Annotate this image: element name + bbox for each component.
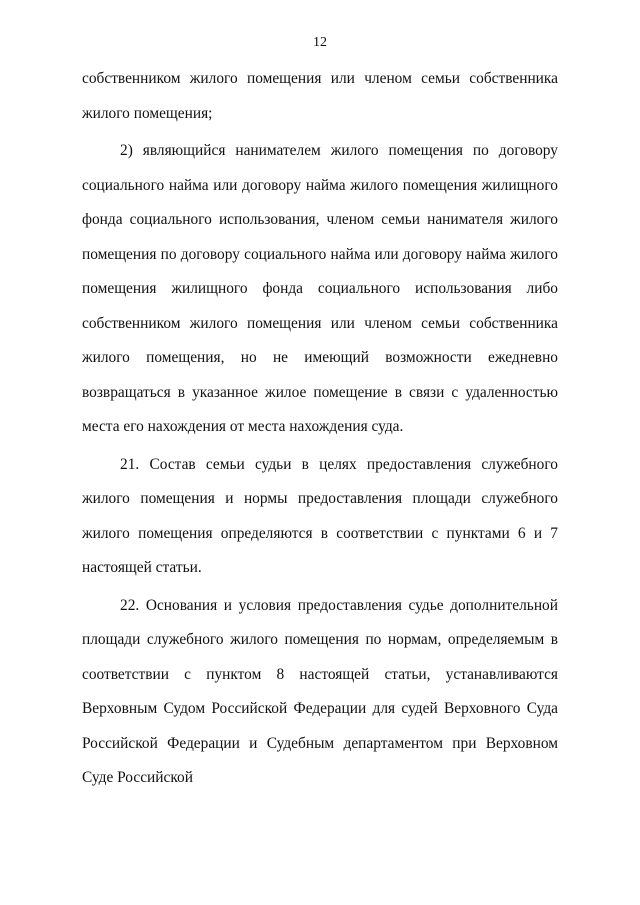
document-body	[82, 62, 558, 799]
paragraph-item-2: 2) являющийся нанимателем жилого помещения по договору социального найма или договору найма жилого помещения жилищного фонда социального использования, членом семьи нанимателя жилого помещения по договору социального найма или договору найма жилого помещения жилищного фонда социального использования либо собственником жилого помещения или членом семьи собственника жилого помещения, но не имеющий возможности ежедневно возвращаться в указанное жилое помещение в связи с удаленностью места его нахождения от места нахождения суда.	[82, 142, 558, 435]
paragraph-continuation: собственником жилого помещения или членом семьи собственника жилого помещения;	[82, 70, 558, 122]
page-number: 12	[313, 35, 327, 50]
paragraph-item-22: 22. Основания и условия предоставления судье дополнительной площади служебного жилого помещения по нормам, определяемым в соответствии с пунктом 8 настоящей статьи, устанавливаются Верховным Судом Российской Федерации для судей Верховного Суда Российской Федерации и Судебным департаментом при Верховном Суде Российской	[82, 596, 558, 786]
paragraph-item-21: 21. Состав семьи судьи в целях предоставления служебного жилого помещения и нормы предоставления площади служебного жилого помещения определяются в соответствии с пунктами 6 и 7 настоящей статьи.	[82, 455, 558, 576]
